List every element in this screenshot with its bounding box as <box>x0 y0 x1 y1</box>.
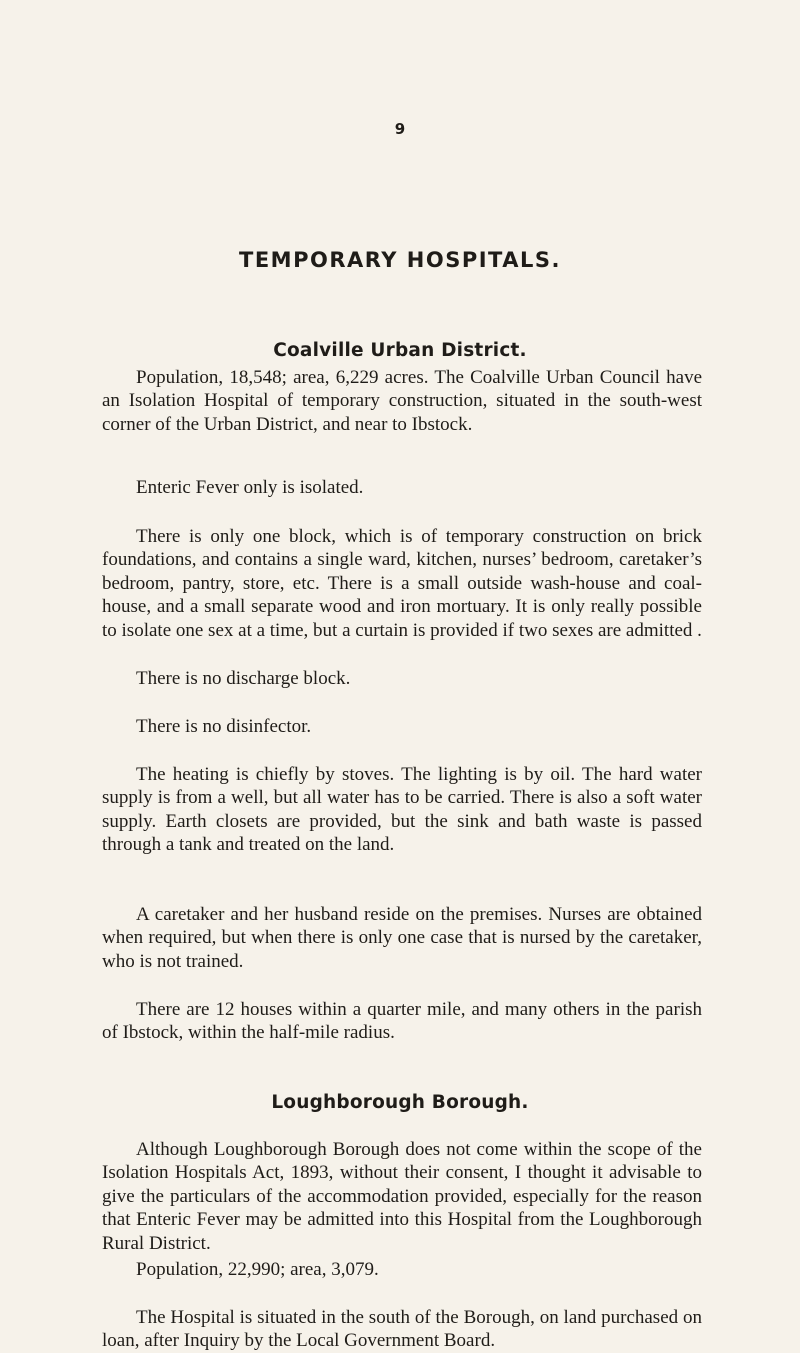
paragraph-coalville-heating: The heating is chiefly by stoves. The lighting is by oil. The hard water supply is from a well, but all water has to be carried. There is also a soft water supply. Earth closets are provided, but the sink and bath waste is passed through a tank and treated on the land. <box>102 764 702 856</box>
paragraph-coalville-enteric: Enteric Fever only is isolated. <box>136 477 364 498</box>
paragraph-coalville-discharge: There is no discharge block. <box>136 668 351 689</box>
paragraph-loughborough-site: The Hospital is situated in the south of the Borough, on land purchased on loan, after Inquiry by the Local Government Board. <box>102 1307 702 1352</box>
paragraph-coalville-caretaker: A caretaker and her husband reside on the premises. Nurses are obtained when required, but when there is only one case that is nursed by the caretaker, who is not trained. <box>102 904 702 972</box>
section-heading-loughborough: Loughborough Borough. <box>271 1092 529 1113</box>
page-title: TEMPORARY HOSPITALS. <box>239 248 561 272</box>
paragraph-coalville-block: There is only one block, which is of temporary construction on brick foundations, and contains a single ward, kitchen, nurses’ bedroom, caretaker’s bedroom, pantry, store, etc. There is a small outside wash-house and coal-house, and a small separate wood and iron mortuary. It is only really possible to isolate one sex at a time, but a curtain is provided if two sexes are admitted . <box>102 526 702 641</box>
paragraph-coalville-disinfector: There is no disinfector. <box>136 716 312 737</box>
section-heading-coalville: Coalville Urban District. <box>273 340 527 361</box>
paragraph-coalville-houses: There are 12 houses within a quarter mile, and many others in the parish of Ibstock, within the half-mile radius. <box>102 999 702 1044</box>
paragraph-loughborough-population: Population, 22,990; area, 3,079. <box>136 1259 379 1280</box>
paragraph-coalville-population: Population, 18,548; area, 6,229 acres. The Coalville Urban Council have an Isolation Hospital of temporary construction, situated in the south-west corner of the Urban District, and near to Ibstock. <box>102 367 702 435</box>
page-number: 9 <box>394 120 406 138</box>
paragraph-loughborough-intro: Although Loughborough Borough does not come within the scope of the Isolation Hospitals Act, 1893, without their consent, I thought it advisable to give the particulars of the accommodation provided, especially for the reason that Enteric Fever may be admitted into this Hospital from the Loughborough Rural District. <box>102 1139 702 1254</box>
